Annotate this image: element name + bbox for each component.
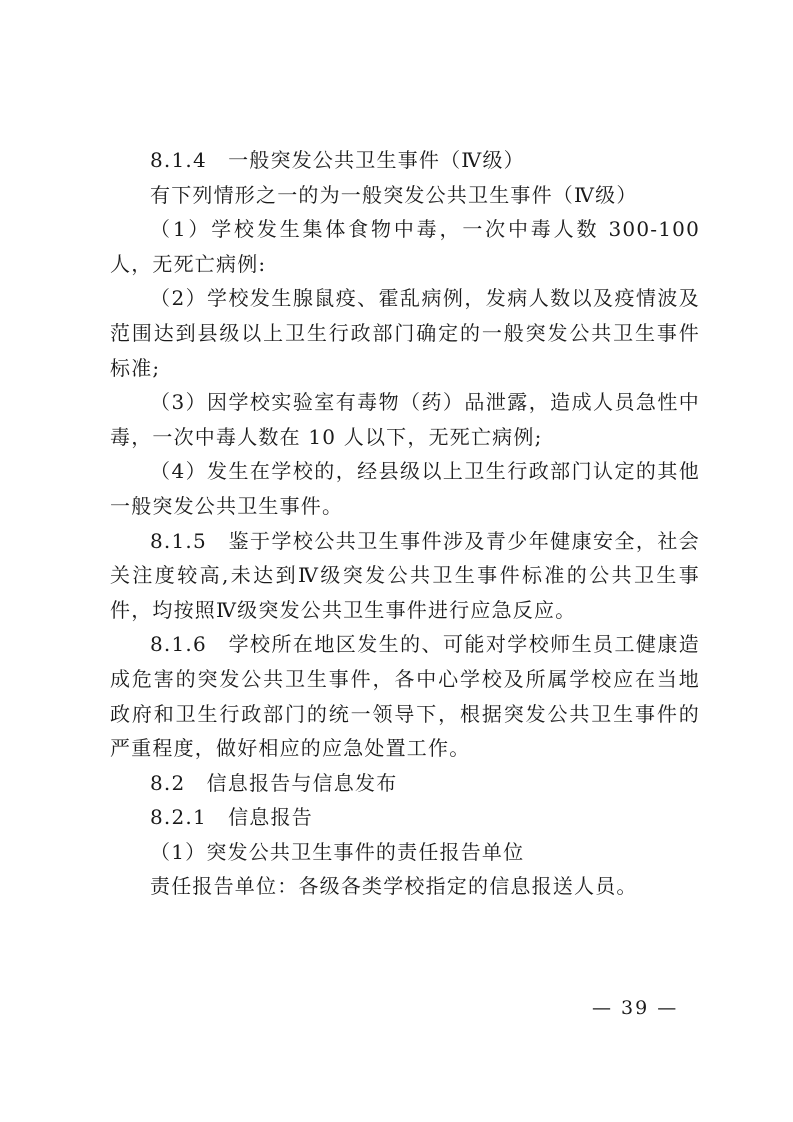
paragraph-report-unit-title: （1）突发公共卫生事件的责任报告单位 xyxy=(150,839,525,864)
paragraph-item-1: （1）学校发生集体食物中毒，一次中毒人数 300-100 人，无死亡病例: xyxy=(110,217,700,276)
paragraph-item-3: （3）因学校实验室有毒物（药）品泄露，造成人员急性中毒，一次中毒人数在 10 人以下，无死亡病例; xyxy=(110,390,700,449)
paragraph-report-unit: 责任报告单位：各级各类学校指定的信息报送人员。 xyxy=(150,874,638,899)
page-number: — 39 — xyxy=(592,997,679,1019)
paragraph-8-1-6: 8.1.6 学校所在地区发生的、可能对学校师生员工健康造成危害的突发公共卫生事件，各中心学校及所属学校应在当地政府和卫生行政部门的统一领导下，根据突发公共卫生事件的严重程度，做好相应的应急处置工作。 xyxy=(110,632,700,761)
section-heading-8-2: 8.2 信息报告与信息发布 xyxy=(150,770,398,795)
paragraph-item-4: （4）发生在学校的，经县级以上卫生行政部门认定的其他一般突发公共卫生事件。 xyxy=(110,459,700,518)
section-heading-8-1-4: 8.1.4 一般突发公共卫生事件（Ⅳ级） xyxy=(150,148,525,172)
paragraph-8-1-5: 8.1.5 鉴于学校公共卫生事件涉及青少年健康安全，社会关注度较高,未达到Ⅳ级突发公共卫生事件标准的公共卫生事件，均按照Ⅳ级突发公共卫生事件进行应急反应。 xyxy=(110,528,700,622)
section-heading-8-2-1: 8.2.1 信息报告 xyxy=(150,805,313,830)
paragraph-item-2: （2）学校发生腺鼠疫、霍乱病例，发病人数以及疫情波及范围达到县级以上卫生行政部门确定的一般突发公共卫生事件标准; xyxy=(110,286,700,380)
document-body xyxy=(110,143,700,904)
paragraph-intro: 有下列情形之一的为一般突发公共卫生事件（Ⅳ级） xyxy=(150,182,638,207)
